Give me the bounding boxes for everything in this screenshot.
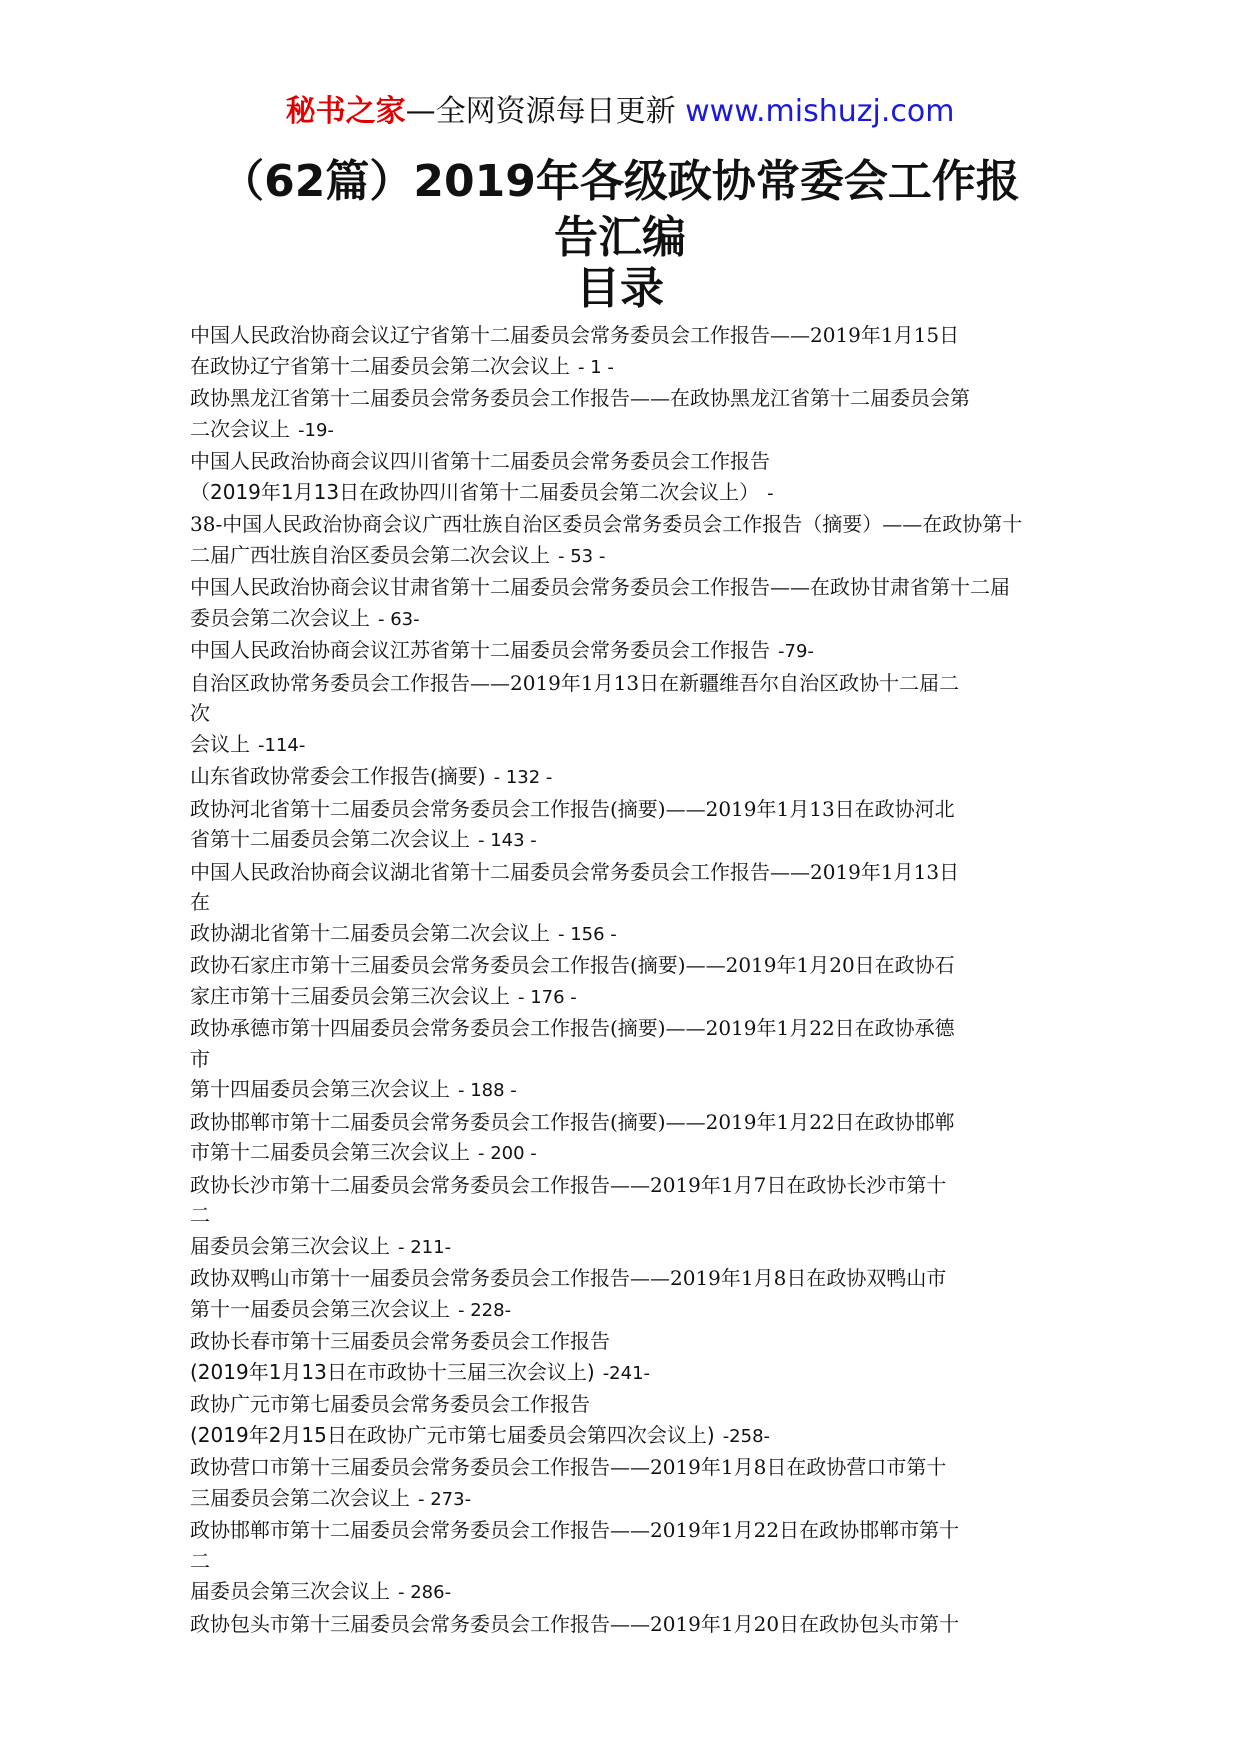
toc-entry[interactable]	[190, 1389, 1070, 1452]
toc-entry-title: 政协长沙市第十二届委员会常务委员会工作报告——2019年1月7日在政协长沙市第十	[190, 1172, 947, 1197]
toc-entry-page: - 156 -	[558, 923, 617, 945]
toc-heading: 目录	[576, 263, 664, 314]
toc-entry-title: 政协包头市第十三届委员会常务委员会工作报告——2019年1月20日在政协包头市第十	[190, 1611, 960, 1636]
toc-entry-title-cont: 家庄市第十三届委员会第三次会议上	[190, 983, 510, 1008]
toc-entry-line	[190, 635, 1070, 668]
toc-entry[interactable]	[190, 635, 1070, 668]
toc-entry-page: - 143 -	[478, 830, 537, 851]
toc-entry-line	[190, 414, 1070, 447]
toc-entry-title-wrap: 二	[190, 1548, 210, 1573]
toc-entry-page: - 176 -	[518, 986, 577, 1008]
toc-entry-title-cont: 在政协辽宁省第十二届委员会第二次会议上	[190, 353, 570, 378]
toc-entry-page: - 273-	[418, 1488, 472, 1510]
toc-entry-line	[190, 540, 1070, 573]
toc-entry[interactable]	[190, 446, 1070, 509]
toc-entry-page: - 228-	[458, 1299, 512, 1321]
toc-entry-title-cont: 二次会议上	[190, 416, 290, 441]
table-of-contents	[190, 320, 1070, 1639]
toc-entry[interactable]	[190, 572, 1070, 635]
toc-entry[interactable]	[190, 320, 1070, 383]
toc-entry-title-cont: (2019年2月15日在政协广元市第七届委员会第四次会议上)	[190, 1422, 715, 1447]
document-title: （62篇）2019年各级政协常委会工作报告汇编	[220, 156, 1020, 263]
toc-entry-line	[190, 1294, 1070, 1327]
toc-entry-title-cont: 省第十二届委员会第二次会议上	[190, 827, 470, 851]
toc-entry-page: - 132 -	[493, 767, 553, 788]
toc-entry[interactable]	[190, 1263, 1070, 1326]
toc-entry-page: - 211-	[398, 1236, 452, 1258]
toc-entry-title-cont: 第十四届委员会第三次会议上	[190, 1077, 450, 1101]
toc-entry[interactable]	[190, 950, 1070, 1013]
banner-slogan: —全网资源每日更新	[405, 94, 676, 129]
toc-entry-line	[190, 1420, 1070, 1453]
toc-entry-line	[190, 1357, 1070, 1390]
toc-entry-line	[190, 477, 1070, 510]
toc-entry-title: 中国人民政治协商会议辽宁省第十二届委员会常务委员会工作报告——2019年1月15日	[190, 323, 960, 347]
toc-entry[interactable]	[190, 1326, 1070, 1389]
toc-entry-title: 政协邯郸市第十二届委员会常务委员会工作报告(摘要)——2019年1月22日在政协邯郸	[190, 1109, 955, 1134]
toc-entry-title: 政协邯郸市第十二届委员会常务委员会工作报告——2019年1月22日在政协邯郸市第十	[190, 1518, 960, 1542]
toc-entry-page: -114-	[258, 734, 306, 756]
toc-entry-title-wrap: 二	[190, 1203, 210, 1227]
toc-entry[interactable]	[190, 1170, 1070, 1264]
site-banner	[0, 92, 1240, 132]
toc-entry-page: - 286-	[398, 1582, 452, 1603]
toc-entry-title: 政协营口市第十三届委员会常务委员会工作报告——2019年1月8日在政协营口市第十	[190, 1455, 947, 1479]
toc-entry-title: 政协双鸭山市第十一届委员会常务委员会工作报告——2019年1月8日在政协双鸭山市	[190, 1266, 947, 1290]
toc-entry-title: 中国人民政治协商会议甘肃省第十二届委员会常务委员会工作报告——在政协甘肃省第十二届	[190, 575, 1010, 599]
toc-entry-line	[190, 1074, 1070, 1107]
toc-entry[interactable]	[190, 1452, 1070, 1515]
toc-entry[interactable]	[190, 1515, 1070, 1609]
toc-entry-line	[190, 603, 1070, 636]
toc-entry-page: - 53 -	[558, 545, 606, 567]
toc-entry-page: - 200 -	[478, 1143, 537, 1164]
toc-entry[interactable]	[190, 668, 1070, 762]
toc-entry-title: 中国人民政治协商会议湖北省第十二届委员会常务委员会工作报告——2019年1月13日	[190, 859, 960, 884]
toc-entry-title: 政协广元市第七届委员会常务委员会工作报告	[190, 1392, 590, 1416]
toc-entry-line	[190, 981, 1070, 1014]
toc-entry-page: - 188 -	[458, 1080, 517, 1101]
banner-url-link[interactable]: www.mishuzj.com	[685, 94, 955, 129]
toc-entry[interactable]	[190, 761, 1070, 794]
toc-entry-title: 山东省政协常委会工作报告(摘要)	[190, 764, 486, 788]
toc-entry-line	[190, 351, 1070, 384]
toc-entry[interactable]	[190, 1013, 1070, 1107]
toc-entry-title-cont: 第十一届委员会第三次会议上	[190, 1296, 450, 1321]
toc-entry[interactable]	[190, 1107, 1070, 1170]
toc-entry-title: 政协石家庄市第十三届委员会常务委员会工作报告(摘要)——2019年1月20日在政协石	[190, 953, 955, 977]
toc-entry-title-cont: 委员会第二次会议上	[190, 605, 370, 630]
toc-entry-line	[190, 1137, 1070, 1170]
toc-entry-page: -241-	[602, 1362, 651, 1384]
toc-entry-page: -	[767, 482, 774, 504]
toc-entry-title: 中国人民政治协商会议四川省第十二届委员会常务委员会工作报告	[190, 449, 770, 473]
toc-entry-title: 政协黑龙江省第十二届委员会常务委员会工作报告——在政协黑龙江省第十二届委员会第	[190, 386, 970, 410]
toc-entry[interactable]	[190, 1609, 1070, 1640]
toc-entry-title-wrap: 在	[190, 890, 210, 914]
toc-entry-title-cont: 政协湖北省第十二届委员会第二次会议上	[190, 920, 550, 945]
toc-entry-page: -19-	[298, 419, 334, 441]
toc-entry-title: 38-中国人民政治协商会议广西壮族自治区委员会常务委员会工作报告（摘要）——在政协第十	[190, 512, 1023, 536]
toc-entry[interactable]	[190, 509, 1070, 572]
toc-entry-title-cont: 市第十二届委员会第三次会议上	[190, 1140, 470, 1164]
toc-entry-title-cont: （2019年1月13日在政协四川省第十二届委员会第二次会议上）	[190, 479, 760, 504]
brand-name: 秘书之家	[285, 94, 406, 129]
toc-entry[interactable]	[190, 794, 1070, 857]
toc-entry-title-cont: 届委员会第三次会议上	[190, 1233, 390, 1258]
toc-entry-line	[190, 918, 1070, 951]
toc-entry-title: 自治区政协常务委员会工作报告——2019年1月13日在新疆维吾尔自治区政协十二届二	[190, 670, 960, 695]
toc-entry-title-cont: 届委员会第三次会议上	[190, 1579, 390, 1603]
toc-entry-line	[190, 1576, 1070, 1609]
toc-entry-page: - 1 -	[578, 356, 614, 378]
toc-entry-title-cont: 三届委员会第二次会议上	[190, 1485, 410, 1510]
toc-entry-title: 政协长春市第十三届委员会常务委员会工作报告	[190, 1329, 610, 1353]
toc-entry-title: 政协河北省第十二届委员会常务委员会工作报告(摘要)——2019年1月13日在政协河北	[190, 796, 955, 821]
toc-entry-title: 中国人民政治协商会议江苏省第十二届委员会常务委员会工作报告	[190, 638, 770, 662]
toc-entry-title-cont: 二届广西壮族自治区委员会第二次会议上	[190, 542, 550, 567]
toc-entry-title-wrap: 次	[190, 701, 210, 725]
toc-entry-line	[190, 1231, 1070, 1264]
toc-entry-line	[190, 729, 1070, 762]
toc-entry-line	[190, 1483, 1070, 1516]
toc-entry-page: - 63-	[378, 608, 420, 630]
toc-entry-title-cont: 会议上	[190, 731, 250, 756]
toc-entry-line	[190, 824, 1070, 857]
toc-entry-title-wrap: 市	[190, 1046, 210, 1071]
toc-entry[interactable]	[190, 383, 1070, 446]
toc-entry-page: -258-	[722, 1425, 771, 1447]
toc-entry-title: 政协承德市第十四届委员会常务委员会工作报告(摘要)——2019年1月22日在政协承德	[190, 1016, 955, 1040]
toc-entry-page: -79-	[778, 641, 814, 662]
toc-entry[interactable]	[190, 857, 1070, 951]
toc-entry-line	[190, 761, 1070, 794]
toc-entry-title-cont: (2019年1月13日在市政协十三届三次会议上)	[190, 1359, 595, 1384]
